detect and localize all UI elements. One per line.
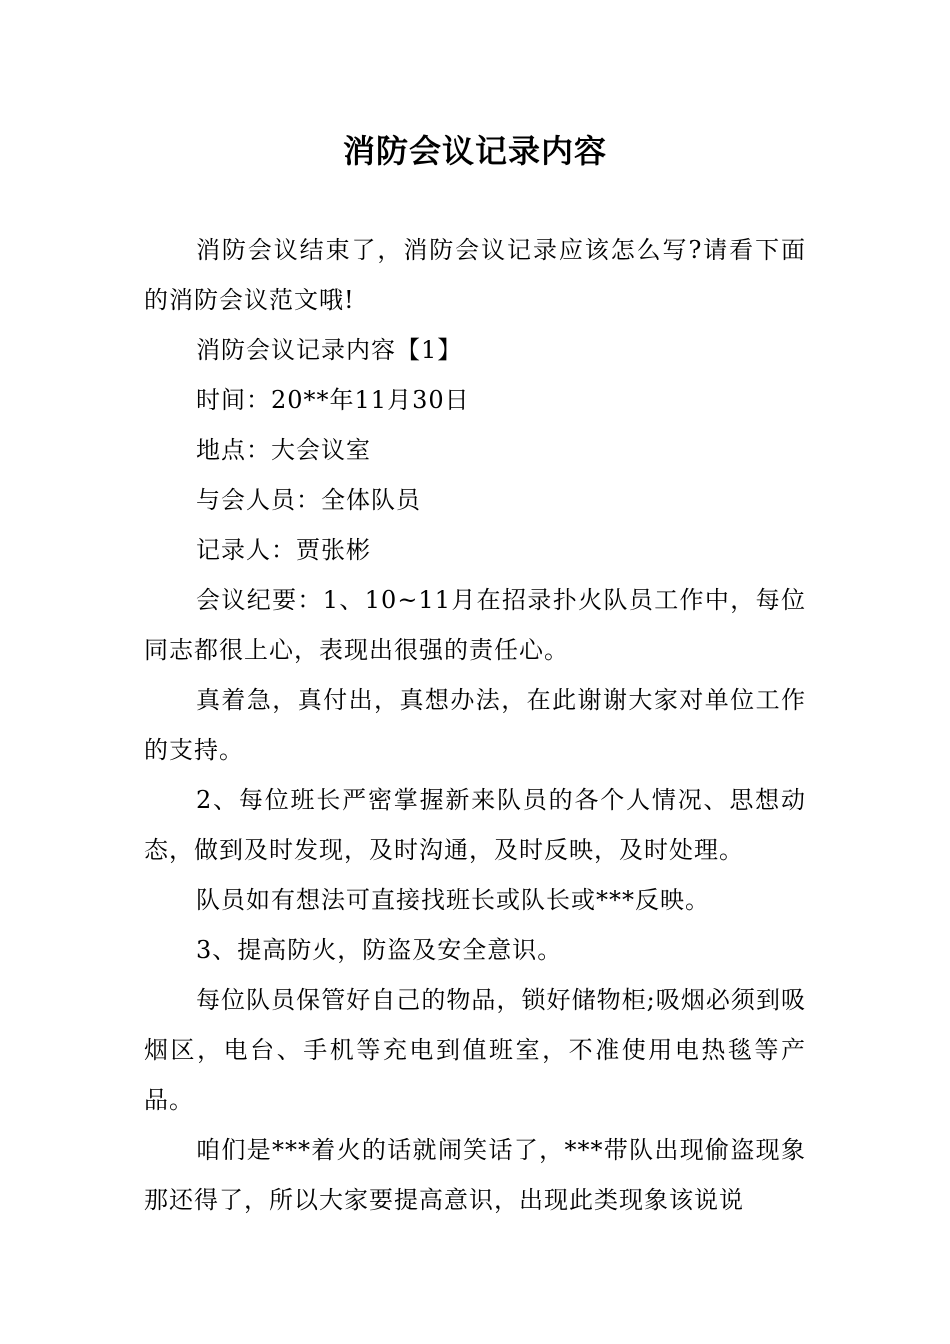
page-title: 消防会议记录内容 — [342, 132, 607, 170]
document-body — [144, 225, 806, 1225]
paragraph-safety-rules: 每位队员保管好自己的物品，锁好储物柜;吸烟必须到吸烟区，电台、手机等充电到值班室，不准使用电热毯等产品。 — [144, 986, 806, 1114]
paragraph-section-heading: 消防会议记录内容【1】 — [196, 336, 463, 364]
paragraph-recorder: 记录人：贾张彬 — [196, 536, 371, 564]
paragraph-minutes-3: 3、提高防火，防盗及安全意识。 — [196, 936, 563, 964]
paragraph-attendees: 与会人员：全体队员 — [196, 486, 421, 514]
paragraph-location: 地点：大会议室 — [196, 436, 371, 464]
paragraph-time: 时间：20**年11月30日 — [196, 386, 470, 414]
paragraph-minutes-1: 会议纪要：1、10~11月在招录扑火队员工作中，每位同志都很上心，表现出很强的责任心。 — [144, 586, 806, 664]
paragraph-awareness: 咱们是***着火的话就闹笑话了，***带队出现偷盗现象那还得了，所以大家要提高意识，出现此类现象该说说 — [144, 1136, 806, 1214]
paragraph-thanks: 真着急，真付出，真想办法，在此谢谢大家对单位工作的支持。 — [144, 686, 806, 764]
paragraph-feedback: 队员如有想法可直接找班长或队长或***反映。 — [196, 886, 710, 914]
paragraph-intro: 消防会议结束了，消防会议记录应该怎么写?请看下面的消防会议范文哦! — [144, 236, 806, 314]
paragraph-minutes-2: 2、每位班长严密掌握新来队员的各个人情况、思想动态，做到及时发现，及时沟通，及时反映，及时处理。 — [144, 786, 806, 864]
